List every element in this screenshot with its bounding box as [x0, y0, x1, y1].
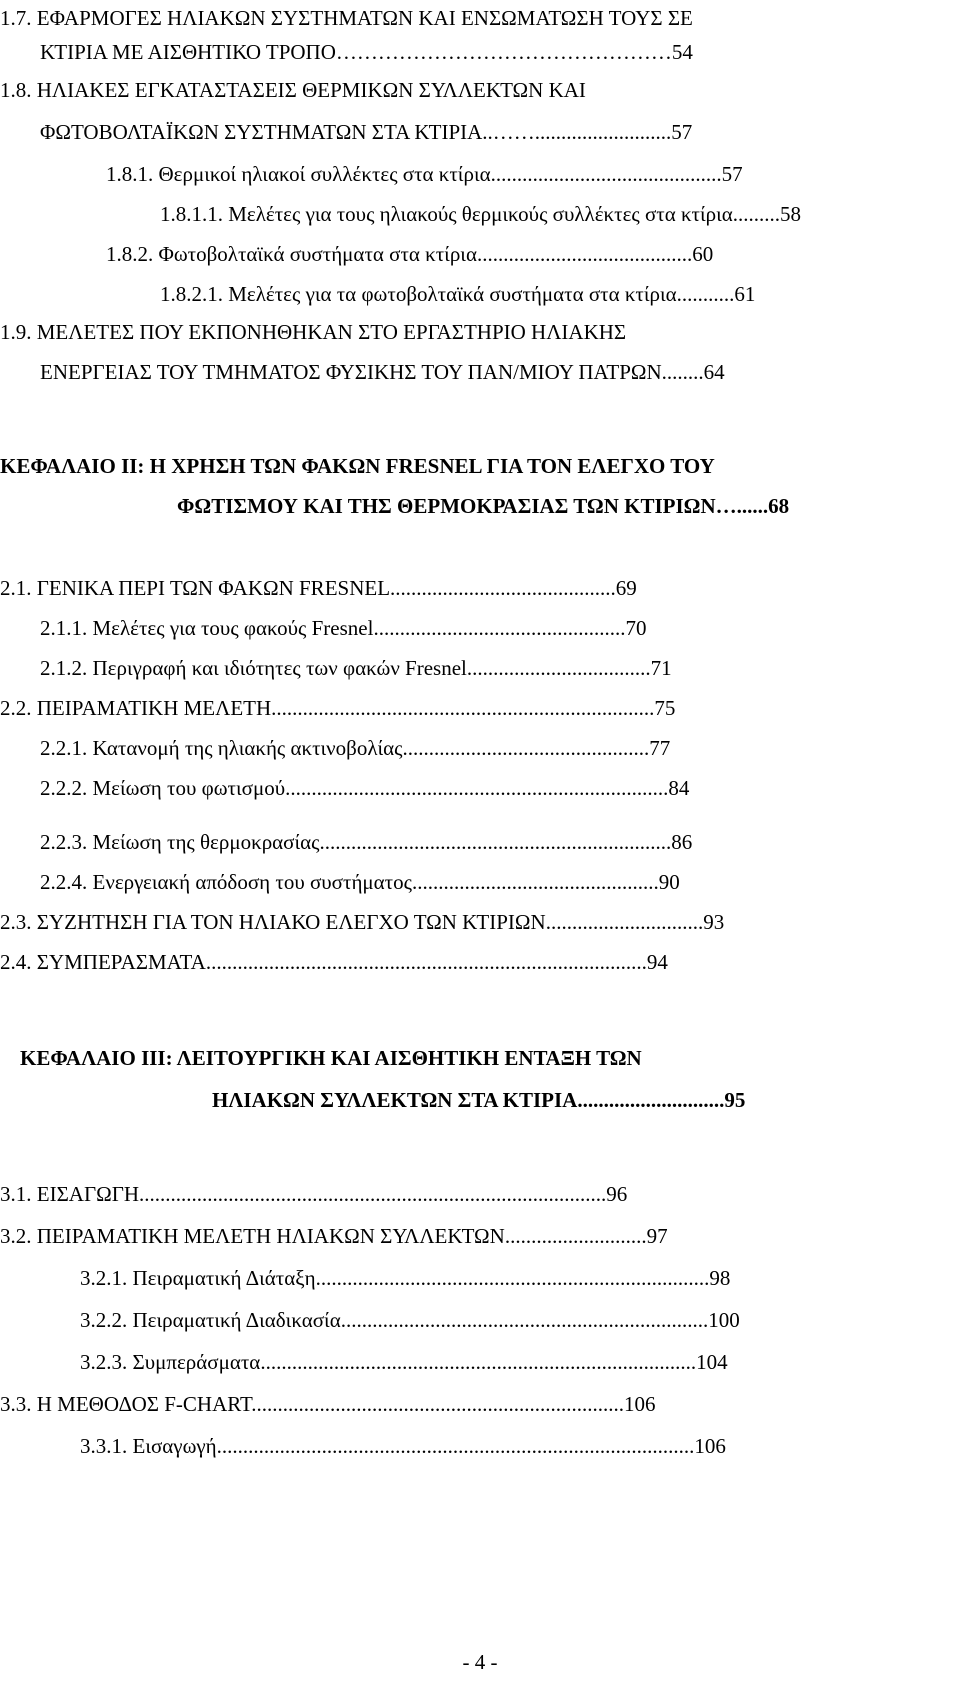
chapter-heading — [212, 1086, 745, 1114]
toc-entry-text: 1.8.2.1. Μελέτες για τα φωτοβολταϊκά συστήματα στα κτίρια — [160, 282, 677, 306]
toc-page-number: 57 — [721, 162, 743, 186]
chapter-heading — [177, 492, 789, 520]
toc-leader-dots: ......................................... — [476, 242, 693, 266]
toc-page-number: 77 — [649, 736, 671, 760]
toc-leader-dots: ........................................................................... — [315, 1266, 710, 1290]
toc-leader-dots: ........................................... — [390, 576, 616, 600]
toc-page-number: 97 — [646, 1224, 668, 1248]
toc-entry — [40, 118, 692, 146]
toc-entry-text: 2.4. ΣΥΜΠΕΡΑΣΜΑΤΑ — [0, 950, 206, 974]
toc-entry-text: ΚΤΙΡΙΑ ΜΕ ΑΙΣΘΗΤΙΚΟ ΤΡΟΠΟ — [40, 40, 336, 64]
toc-entry-text: 2.2.4. Ενεργειακή απόδοση του συστήματος — [40, 870, 412, 894]
toc-entry-text: 2.1. ΓΕΝΙΚΑ ΠΕΡΙ ΤΩΝ ΦΑΚΩΝ FRESNEL — [0, 576, 391, 600]
toc-entry — [40, 358, 725, 386]
toc-leader-dots: ............................................ — [490, 162, 722, 186]
toc-page-number: 71 — [650, 656, 672, 680]
toc-entry-text: 2.2.2. Μείωση του φωτισμού — [40, 776, 286, 800]
toc-entry — [40, 614, 646, 642]
toc-leader-dots: ....................................................................... — [251, 1392, 625, 1416]
toc-page-number: 95 — [724, 1088, 746, 1112]
toc-leader-dots: ......................................................................... — [285, 776, 669, 800]
toc-leader-dots: ................................................ — [373, 616, 626, 640]
toc-entry — [160, 200, 801, 228]
toc-leader-dots: ............................ — [577, 1088, 725, 1112]
toc-leader-dots: ............................................... — [411, 870, 659, 894]
toc-page-number: 61 — [734, 282, 756, 306]
toc-page-number: 106 — [694, 1434, 726, 1458]
toc-entry — [0, 908, 724, 936]
toc-page-number: 75 — [654, 696, 676, 720]
toc-page-number: 54 — [671, 40, 693, 64]
toc-entry-text: 2.2.3. Μείωση της θερμοκρασίας — [40, 830, 320, 854]
toc-leader-dots: ............................................... — [402, 736, 650, 760]
toc-leader-dots: ........ — [661, 360, 704, 384]
toc-leader-dots: ...................................................................... — [340, 1308, 709, 1332]
toc-entry — [80, 1306, 740, 1334]
toc-page-number: 86 — [671, 830, 693, 854]
chapter-heading-text: ΚΕΦΑΛΑΙΟ ΙΙ: Η ΧΡΗΣΗ ΤΩΝ ΦΑΚΩΝ FRESNEL ΓΙΑ ΤΟΝ ΕΛΕΓΧΟ ΤΟΥ — [0, 454, 715, 478]
toc-entry-text: 2.3. ΣΥΖΗΤΗΣΗ ΓΙΑ ΤΟΝ ΗΛΙΑΚΟ ΕΛΕΓΧΟ ΤΩΝ ΚΤΙΡΙΩΝ — [0, 910, 546, 934]
chapter-heading — [20, 1044, 642, 1072]
toc-entry — [0, 1180, 627, 1208]
chapter-heading-text: ΗΛΙΑΚΩΝ ΣΥΛΛΕΚΤΩΝ ΣΤΑ ΚΤΙΡΙΑ — [212, 1088, 578, 1112]
toc-entry-text: 2.1.1. Μελέτες για τους φακούς Fresnel — [40, 616, 374, 640]
toc-entry-text: 1.8.2. Φωτοβολταϊκά συστήματα στα κτίρια — [106, 242, 477, 266]
toc-entry — [0, 4, 693, 32]
toc-leader-dots: ......................................................................... — [271, 696, 655, 720]
chapter-heading-text: ΚΕΦΑΛΑΙΟ ΙΙΙ: ΛΕΙΤΟΥΡΓΙΚΗ ΚΑΙ ΑΙΣΘΗΤΙΚΗ ΕΝΤΑΞΗ ΤΩΝ — [20, 1046, 642, 1070]
toc-entry-text: 2.1.2. Περιγραφή και ιδιότητες των φακών Fresnel — [40, 656, 467, 680]
toc-entry — [80, 1432, 726, 1460]
page-number: - 4 - — [462, 1650, 498, 1674]
toc-entry — [40, 828, 692, 856]
toc-entry-text: 2.2.1. Κατανομή της ηλιακής ακτινοβολίας — [40, 736, 403, 760]
toc-entry — [0, 76, 586, 104]
toc-page-number: 104 — [696, 1350, 728, 1374]
toc-leader-dots: .............................. — [545, 910, 704, 934]
toc-entry-text: 3.2. ΠΕΙΡΑΜΑΤΙΚΗ ΜΕΛΕΤΗ ΗΛΙΑΚΩΝ ΣΥΛΛΕΚΤΩΝ — [0, 1224, 505, 1248]
toc-entry — [0, 1222, 668, 1250]
toc-leader-dots: .................................................................................... — [205, 950, 647, 974]
toc-entry-text: 1.8. ΗΛΙΑΚΕΣ ΕΓΚΑΤΑΣΤΑΣΕΙΣ ΘΕΡΜΙΚΩΝ ΣΥΛΛΕΚΤΩΝ ΚΑΙ — [0, 78, 586, 102]
toc-entry-text: ΕΝΕΡΓΕΙΑΣ ΤΟΥ ΤΜΗΜΑΤΟΣ ΦΥΣΙΚΗΣ ΤΟΥ ΠΑΝ/ΜΙΟΥ ΠΑΤΡΩΝ — [40, 360, 662, 384]
toc-page-number: 100 — [708, 1308, 740, 1332]
toc-entry — [40, 774, 689, 802]
toc-entry — [80, 1264, 730, 1292]
toc-entry — [0, 948, 668, 976]
toc-entry-text: 3.3.1. Εισαγωγή — [80, 1434, 217, 1458]
chapter-heading — [0, 452, 715, 480]
toc-entry — [40, 734, 670, 762]
toc-leader-dots: ................................................................................... — [260, 1350, 697, 1374]
toc-entry — [106, 160, 743, 188]
toc-entry — [40, 868, 680, 896]
toc-entry — [0, 574, 637, 602]
toc-page-number: 98 — [709, 1266, 731, 1290]
toc-entry-text: 2.2. ΠΕΙΡΑΜΑΤΙΚΗ ΜΕΛΕΤΗ — [0, 696, 272, 720]
toc-leader-dots: ………………………………………… — [335, 40, 672, 64]
toc-page-number: 96 — [606, 1182, 628, 1206]
toc-leader-dots: …...... — [715, 494, 769, 518]
toc-entry — [106, 240, 713, 268]
toc-page-number: 60 — [692, 242, 714, 266]
toc-entry — [80, 1348, 728, 1376]
toc-page-number: 64 — [703, 360, 725, 384]
toc-entry — [0, 1390, 656, 1418]
toc-entry-text: 3.2.3. Συμπεράσματα — [80, 1350, 261, 1374]
toc-entry-text: 1.9. ΜΕΛΕΤΕΣ ΠΟΥ ΕΚΠΟΝΗΘΗΚΑΝ ΣΤΟ ΕΡΓΑΣΤΗΡΙΟ ΗΛΙΑΚΗΣ — [0, 320, 627, 344]
chapter-heading-text: ΦΩΤΙΣΜΟΥ ΚΑΙ ΤΗΣ ΘΕΡΜΟΚΡΑΣΙΑΣ ΤΩΝ ΚΤΙΡΙΩΝ — [177, 494, 716, 518]
toc-entry — [0, 694, 675, 722]
toc-entry-text: 3.2.1. Πειραματική Διάταξη — [80, 1266, 316, 1290]
toc-leader-dots: ................................... — [466, 656, 651, 680]
toc-leader-dots: ..…….......................... — [482, 120, 672, 144]
toc-entry-text: ΦΩΤΟΒΟΛΤΑΪΚΩΝ ΣΥΣΤΗΜΑΤΩΝ ΣΤΑ ΚΤΙΡΙΑ — [40, 120, 483, 144]
toc-leader-dots: ........................... — [504, 1224, 647, 1248]
toc-leader-dots: ........................................................................................... — [216, 1434, 695, 1458]
toc-entry — [40, 654, 672, 682]
toc-page-number: 84 — [668, 776, 690, 800]
toc-entry — [160, 280, 755, 308]
toc-entry-text: 1.8.1.1. Μελέτες για τους ηλιακούς θερμικούς συλλέκτες στα κτίρια — [160, 202, 733, 226]
toc-leader-dots: ......... — [732, 202, 781, 226]
toc-page-number: 70 — [625, 616, 647, 640]
toc-page-number: 68 — [768, 494, 790, 518]
toc-page-number: 57 — [671, 120, 693, 144]
toc-entry-text: 3.1. ΕΙΣΑΓΩΓΗ — [0, 1182, 140, 1206]
toc-entry — [40, 38, 693, 66]
toc-leader-dots: ........... — [676, 282, 735, 306]
toc-page-number: 93 — [703, 910, 725, 934]
toc-page-number: 106 — [624, 1392, 656, 1416]
toc-entry-text: 3.3. Η ΜΕΘΟΔΟΣ F-CHART — [0, 1392, 252, 1416]
toc-entry-text: 1.8.1. Θερμικοί ηλιακοί συλλέκτες στα κτίρια — [106, 162, 491, 186]
toc-leader-dots: ......................................................................................... — [139, 1182, 607, 1206]
toc-leader-dots: ................................................................... — [319, 830, 672, 854]
toc-page-number: 94 — [646, 950, 668, 974]
toc-page-number: 90 — [658, 870, 680, 894]
toc-entry-text: 1.7. ΕΦΑΡΜΟΓΕΣ ΗΛΙΑΚΩΝ ΣΥΣΤΗΜΑΤΩΝ ΚΑΙ ΕΝΣΩΜΑΤΩΣΗ ΤΟΥΣ ΣΕ — [0, 6, 693, 30]
toc-page-number: 69 — [615, 576, 637, 600]
toc-entry — [0, 318, 626, 346]
toc-page-number: 58 — [780, 202, 802, 226]
toc-entry-text: 3.2.2. Πειραματική Διαδικασία — [80, 1308, 341, 1332]
